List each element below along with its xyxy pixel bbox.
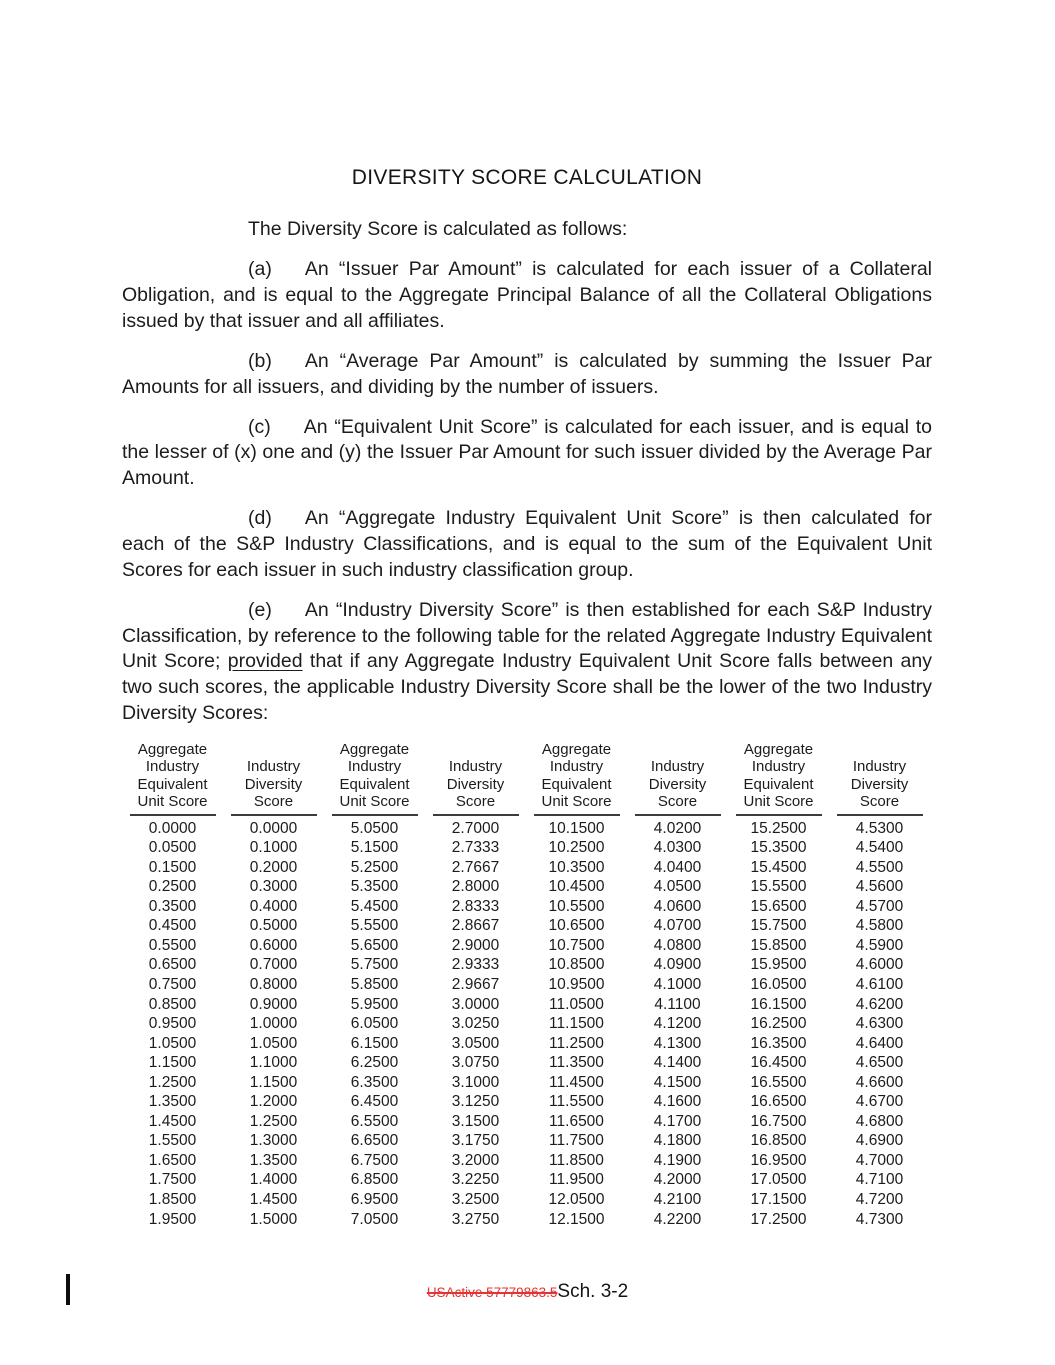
table-cell: 1.2500 [148,1073,197,1091]
table-cell: 4.7100 [855,1171,904,1189]
table-cell: 4.7300 [855,1210,904,1228]
table-cell: 4.5700 [855,897,904,915]
table-cell: 4.6900 [855,1132,904,1150]
paragraph-d-text: An “Aggregate Industry Equivalent Unit Score” is then calculated for each of the S&P Industry Classifications, and is equal to the sum of the Equivalent Unit Scores for each issuer in such industry classification group. [122,507,932,581]
diversity-score-table [122,741,930,1229]
table-cell: 12.0500 [548,1190,605,1208]
table-cell: 11.6500 [549,1112,604,1130]
paragraph-d-label: (d) [248,507,272,530]
table-cell: 7.0500 [350,1210,399,1228]
table-cell: 0.8500 [148,995,197,1013]
paragraph-c-text: An “Equivalent Unit Score” is calculated for each issuer, and is equal to the lesser of (x) one and (y) the Issuer Par Amount for such issuer divided by the Average Par Amount. [122,415,932,490]
table-cell: 5.7500 [350,956,399,974]
table-cell: 1.1500 [148,1054,197,1072]
table-cell: 11.0500 [549,995,604,1013]
table-cell: 4.5800 [855,917,904,935]
table-cell: 1.9500 [148,1210,197,1228]
table-row [122,1092,930,1112]
paragraph-e-label: (e) [248,598,272,621]
table-cell: 5.6500 [350,936,399,954]
table-cell: 3.0000 [451,995,500,1013]
table-cell: 4.1300 [653,1034,702,1052]
table-cell: 0.0500 [148,839,197,857]
table-cell: 2.7000 [451,819,500,837]
table-cell: 4.0700 [653,917,702,935]
header-industry-diversity-score-2: Industry Diversity Score [425,741,526,816]
table-cell: 10.6500 [548,917,605,935]
table-cell: 3.2500 [451,1190,500,1208]
table-cell: 6.2500 [350,1054,399,1072]
paragraph-e-text-before: An “Industry Diversity Score” is then established for each S&P Industry Classification, by reference to the following table for the related Aggregate Industry Equivalent Unit Score; [122,598,932,673]
table-cell: 4.5500 [855,858,904,876]
table-cell: 1.0500 [148,1034,197,1052]
table-cell: 1.0500 [249,1034,298,1052]
table-cell: 11.7500 [549,1132,604,1150]
paragraph-e [122,598,932,727]
table-cell: 16.0500 [750,975,807,993]
table-cell: 0.2000 [249,858,298,876]
table-row [122,1170,930,1190]
table-cell: 15.2500 [750,819,807,837]
table-row [122,1151,930,1171]
table-cell: 15.4500 [750,858,807,876]
table-cell: 3.1000 [451,1073,500,1091]
table-cell: 0.6500 [148,956,197,974]
table-cell: 1.2000 [249,1093,298,1111]
table-cell: 1.4500 [148,1112,197,1130]
table-header-row [122,741,930,816]
table-cell: 5.1500 [350,839,399,857]
table-cell: 17.2500 [750,1210,807,1228]
table-row [122,838,930,858]
table-row [122,936,930,956]
table-cell: 4.0800 [653,936,702,954]
document-content [122,166,932,1229]
table-cell: 11.9500 [549,1171,604,1189]
table-cell: 5.0500 [350,819,399,837]
table-cell: 5.9500 [350,995,399,1013]
table-body [122,816,930,1229]
page-number: Sch. 3-2 [557,1281,629,1302]
table-cell: 1.8500 [148,1190,197,1208]
table-cell: 4.0200 [653,819,702,837]
table-cell: 3.0250 [451,1015,500,1033]
paragraph-b-label: (b) [248,349,272,372]
table-cell: 3.1750 [451,1132,500,1150]
table-cell: 2.9000 [451,936,500,954]
table-cell: 0.9500 [148,1015,197,1033]
table-cell: 4.1800 [653,1132,702,1150]
table-cell: 6.9500 [350,1190,399,1208]
table-cell: 11.8500 [549,1151,604,1169]
table-cell: 6.5500 [350,1112,399,1130]
table-cell: 0.2500 [148,878,197,896]
intro-paragraph [122,217,932,243]
table-cell: 4.6500 [855,1054,904,1072]
table-cell: 11.3500 [549,1054,604,1072]
table-cell: 2.8333 [451,897,500,915]
header-aggregate-unit-score-2: Aggregate Industry Equivalent Unit Score [324,741,425,816]
table-cell: 16.1500 [750,995,807,1013]
table-cell: 10.1500 [548,819,605,837]
table-cell: 2.8000 [451,878,500,896]
table-cell: 0.5500 [148,936,197,954]
table-cell: 15.3500 [750,839,807,857]
table-cell: 4.7200 [855,1190,904,1208]
header-aggregate-unit-score-4: Aggregate Industry Equivalent Unit Score [728,741,829,816]
table-cell: 0.9000 [249,995,298,1013]
table-cell: 10.7500 [548,936,605,954]
table-cell: 4.6800 [855,1112,904,1130]
table-cell: 17.0500 [750,1171,807,1189]
table-cell: 0.7500 [148,975,197,993]
table-cell: 15.9500 [750,956,807,974]
table-row [122,1112,930,1132]
table-cell: 3.0500 [451,1034,500,1052]
table-cell: 16.8500 [750,1132,807,1150]
paragraph-a-text: An “Issuer Par Amount” is calculated for each issuer of a Collateral Obligation, and is equal to the Aggregate Principal Balance of all the Collateral Obligations issued by that issuer and all affiliates. [122,258,932,332]
table-cell: 2.7333 [451,839,500,857]
table-cell: 1.1000 [249,1054,298,1072]
paragraph-d [122,506,932,583]
table-cell: 4.0600 [653,897,702,915]
table-header [122,741,930,816]
table-row [122,1190,930,1210]
table-row [122,1053,930,1073]
table-cell: 1.4000 [249,1171,298,1189]
table-cell: 4.1600 [653,1093,702,1111]
table-cell: 5.3500 [350,878,399,896]
table-cell: 4.1900 [653,1151,702,1169]
table-cell: 10.8500 [548,956,605,974]
table-row [122,955,930,975]
table-cell: 2.9667 [451,975,500,993]
table-cell: 10.9500 [548,975,605,993]
table-cell: 3.2250 [451,1171,500,1189]
table-cell: 0.6000 [249,936,298,954]
table-row [122,916,930,936]
table-cell: 4.0500 [653,878,702,896]
table-cell: 4.5600 [855,878,904,896]
table-row [122,975,930,995]
table-cell: 5.5500 [350,917,399,935]
table-cell: 2.8667 [451,917,500,935]
paragraph-c-label: (c) [248,415,271,438]
intro-text: The Diversity Score is calculated as follows: [248,218,628,240]
paragraph-a-label: (a) [248,258,272,281]
table-cell: 16.6500 [750,1093,807,1111]
table-cell: 6.0500 [350,1015,399,1033]
table-cell: 0.5000 [249,917,298,935]
table-cell: 1.3500 [249,1151,298,1169]
doc-id-strikethrough: USActive 57779863.5 [426,1285,558,1300]
table-cell: 11.4500 [549,1073,604,1091]
table-cell: 12.1500 [548,1210,605,1228]
table-cell: 1.4500 [249,1190,298,1208]
table-cell: 4.1700 [653,1112,702,1130]
table-row [122,995,930,1015]
page-footer [0,1281,1055,1303]
table-cell: 6.8500 [350,1171,399,1189]
table-cell: 0.0000 [148,819,197,837]
table-cell: 15.8500 [750,936,807,954]
page-title: DIVERSITY SCORE CALCULATION [351,166,703,189]
table-cell: 1.6500 [148,1151,197,1169]
table-cell: 11.5500 [549,1093,604,1111]
table-row [122,1131,930,1151]
table-cell: 15.5500 [750,878,807,896]
table-row [122,816,930,839]
paragraph-b [122,349,932,400]
table-cell: 4.6700 [855,1093,904,1111]
header-aggregate-unit-score-3: Aggregate Industry Equivalent Unit Score [526,741,627,816]
table-cell: 10.4500 [548,878,605,896]
table-cell: 4.0400 [653,858,702,876]
table-cell: 4.7000 [855,1151,904,1169]
table-cell: 5.4500 [350,897,399,915]
table-cell: 10.3500 [548,858,605,876]
table-cell: 15.6500 [750,897,807,915]
table-row [122,1073,930,1093]
paragraph-e-text-after: that if any Aggregate Industry Equivalent Unit Score falls between any two such scores, the applicable Industry Diversity Score shall be the lower of the two Industry Diversity Scores: [122,650,932,724]
table-cell: 4.5900 [855,936,904,954]
table-cell: 1.7500 [148,1171,197,1189]
table-cell: 11.2500 [549,1034,604,1052]
table-cell: 4.1200 [653,1015,702,1033]
table-cell: 2.9333 [451,956,500,974]
table-cell: 4.6600 [855,1073,904,1091]
table-cell: 16.2500 [750,1015,807,1033]
table-row [122,877,930,897]
table-cell: 4.2200 [653,1210,702,1228]
table-cell: 4.2100 [653,1190,702,1208]
table-cell: 0.8000 [249,975,298,993]
table-cell: 3.2000 [451,1151,500,1169]
table-cell: 4.5400 [855,839,904,857]
table-cell: 16.3500 [750,1034,807,1052]
paragraph-c [122,415,932,492]
table-cell: 4.0900 [653,956,702,974]
header-industry-diversity-score-4: Industry Diversity Score [829,741,930,816]
table-cell: 2.7667 [451,858,500,876]
table-cell: 4.6200 [855,995,904,1013]
table-cell: 6.1500 [350,1034,399,1052]
table-cell: 16.4500 [750,1054,807,1072]
table-cell: 1.1500 [249,1073,298,1091]
table-cell: 11.1500 [549,1015,604,1033]
table-cell: 0.3000 [249,878,298,896]
table-cell: 4.6300 [855,1015,904,1033]
table-cell: 6.6500 [350,1132,399,1150]
table-cell: 0.1500 [148,858,197,876]
table-row [122,858,930,878]
table-cell: 4.2000 [653,1171,702,1189]
table-cell: 10.2500 [548,839,605,857]
paragraph-a [122,257,932,334]
table-cell: 4.0300 [653,839,702,857]
table-cell: 4.1400 [653,1054,702,1072]
table-cell: 0.7000 [249,956,298,974]
table-cell: 15.7500 [750,917,807,935]
header-aggregate-unit-score-1: Aggregate Industry Equivalent Unit Score [122,741,223,816]
table-cell: 17.1500 [750,1190,807,1208]
table-cell: 1.5500 [148,1132,197,1150]
header-industry-diversity-score-3: Industry Diversity Score [627,741,728,816]
table-cell: 6.7500 [350,1151,399,1169]
underlined-term-provided: provided [227,650,303,673]
header-industry-diversity-score-1: Industry Diversity Score [223,741,324,816]
table-cell: 6.4500 [350,1093,399,1111]
table-cell: 3.1500 [451,1112,500,1130]
table-cell: 16.5500 [750,1073,807,1091]
table-row [122,1210,930,1230]
table-cell: 4.1500 [653,1073,702,1091]
table-cell: 4.1000 [653,975,702,993]
table-cell: 1.2500 [249,1112,298,1130]
table-cell: 3.0750 [451,1054,500,1072]
paragraph-b-text: An “Average Par Amount” is calculated by summing the Issuer Par Amounts for all issuers, and dividing by the number of issuers. [122,349,932,398]
table-cell: 0.0000 [249,819,298,837]
table-cell: 6.3500 [350,1073,399,1091]
table-cell: 3.2750 [451,1210,500,1228]
table-row [122,1034,930,1054]
table-cell: 1.3000 [249,1132,298,1150]
table-cell: 5.8500 [350,975,399,993]
table-cell: 4.6400 [855,1034,904,1052]
table-row [122,1014,930,1034]
table-cell: 3.1250 [451,1093,500,1111]
table-cell: 4.6100 [855,975,904,993]
table-cell: 4.6000 [855,956,904,974]
table-row [122,897,930,917]
table-cell: 1.0000 [249,1015,298,1033]
table-cell: 0.3500 [148,897,197,915]
table-cell: 0.1000 [249,839,298,857]
table-cell: 16.7500 [750,1112,807,1130]
table-cell: 4.5300 [855,819,904,837]
table-cell: 5.2500 [350,858,399,876]
table-cell: 1.5000 [249,1210,298,1228]
table-cell: 4.1100 [654,995,701,1013]
table-cell: 10.5500 [548,897,605,915]
table-cell: 1.3500 [148,1093,197,1111]
table-cell: 16.9500 [750,1151,807,1169]
table-cell: 0.4000 [249,897,298,915]
table-cell: 0.4500 [148,917,197,935]
